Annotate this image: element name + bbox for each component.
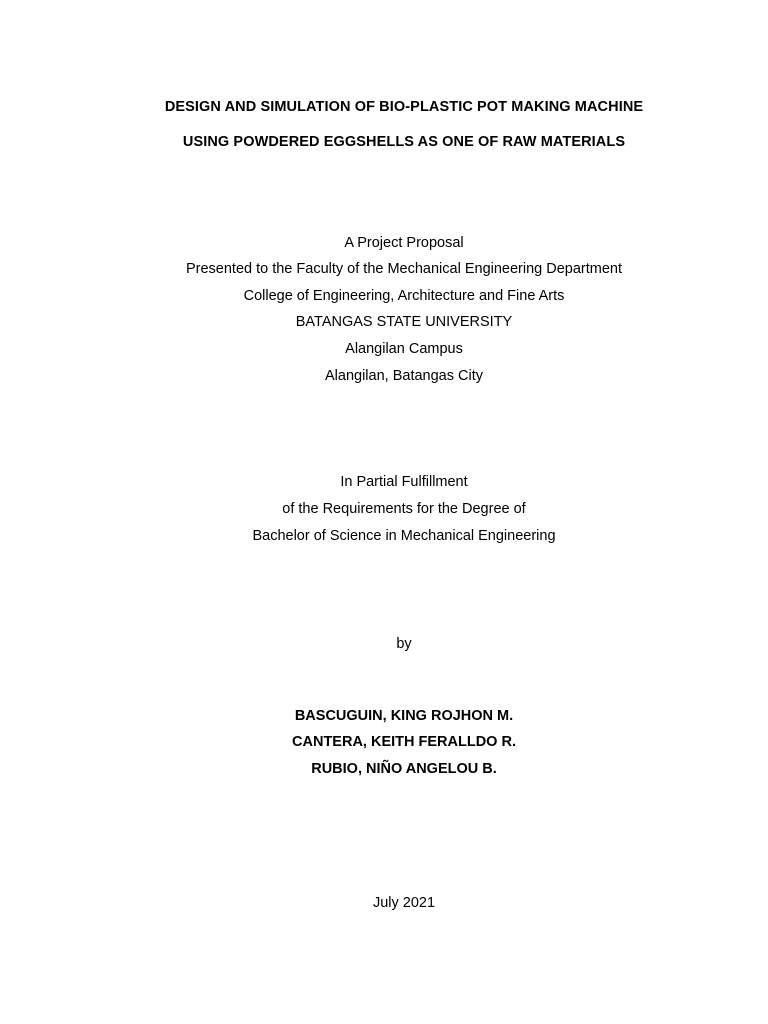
title-line-1: DESIGN AND SIMULATION OF BIO-PLASTIC POT MAKING MACHINE	[164, 99, 644, 115]
degree-name: Bachelor of Science in Mechanical Engineering	[252, 528, 556, 544]
university-name: BATANGAS STATE UNIVERSITY	[295, 314, 513, 330]
author-name: BASCUGUIN, KING ROJHON M.	[294, 708, 514, 724]
title-line-2: USING POWDERED EGGSHELLS AS ONE OF RAW MATERIALS	[182, 134, 626, 150]
author-name: RUBIO, NIÑO ANGELOU B.	[311, 761, 497, 777]
fulfillment-line-2: of the Requirements for the Degree of	[282, 501, 526, 517]
by-label: by	[396, 636, 412, 652]
proposal-type: A Project Proposal	[344, 235, 464, 251]
fulfillment-line-1: In Partial Fulfillment	[340, 474, 468, 490]
college-name: College of Engineering, Architecture and Fine Arts	[243, 288, 565, 304]
campus-name: Alangilan Campus	[345, 341, 463, 357]
author-name: CANTERA, KEITH FERALLDO R.	[292, 734, 516, 750]
campus-location: Alangilan, Batangas City	[325, 368, 483, 384]
presented-to: Presented to the Faculty of the Mechanical Engineering Department	[185, 261, 623, 277]
document-date: July 2021	[372, 895, 436, 911]
